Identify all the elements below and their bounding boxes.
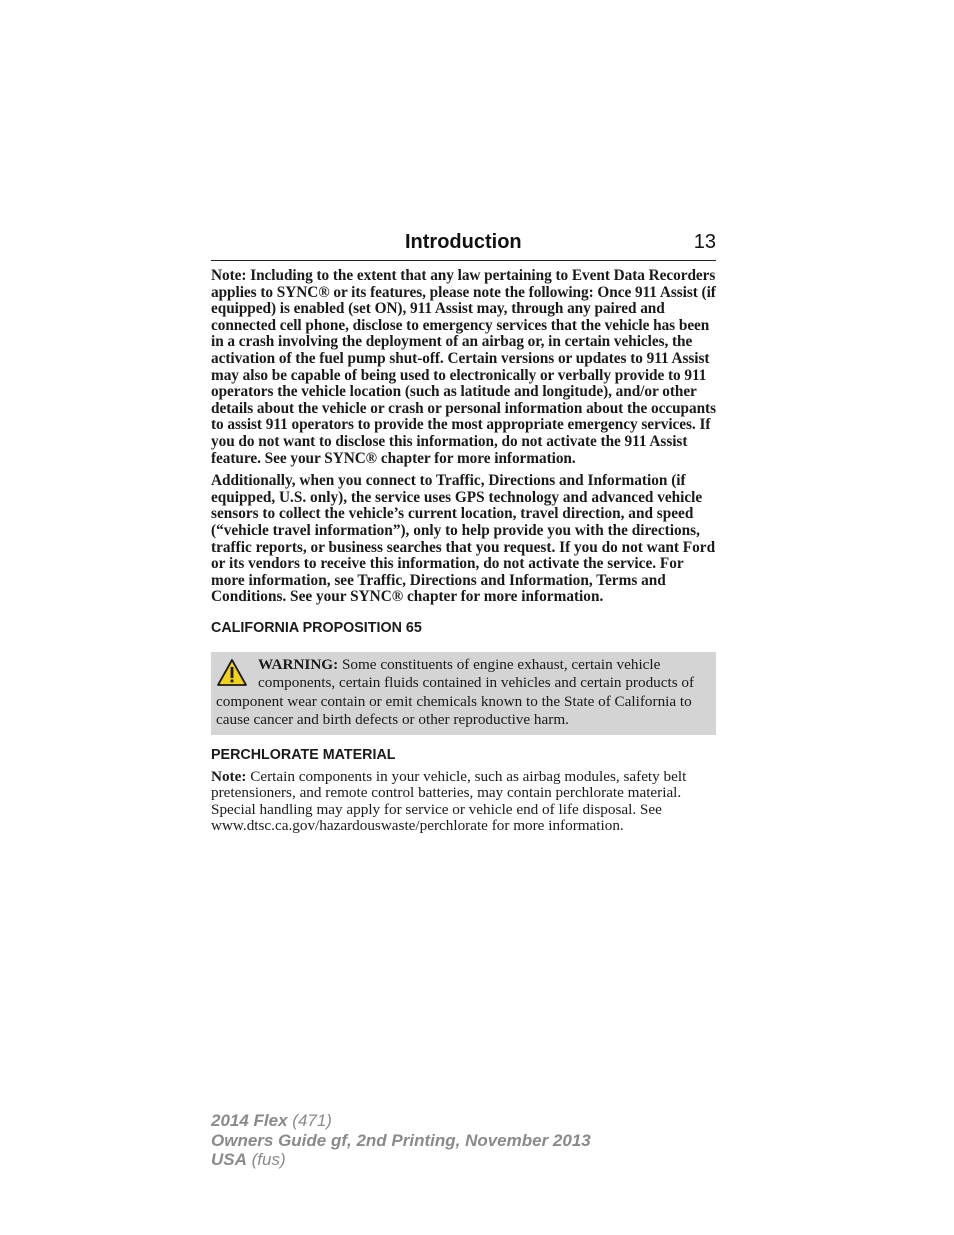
footer-model-code: (471) xyxy=(287,1111,332,1130)
warning-label: WARNING: xyxy=(258,655,339,673)
footer-guide-line: Owners Guide gf, 2nd Printing, November 2013 xyxy=(211,1130,591,1150)
perchlorate-note xyxy=(211,769,716,835)
warning-box xyxy=(211,652,716,735)
note-text: Certain components in your vehicle, such as airbag modules, safety belt pretensioners, and remote control batteries, may contain perchlorate material. Special handling may apply for service or vehicle end of life disposal. See www.dtsc.ca.gov/hazardouswaste/perchlorate for more information. xyxy=(211,767,687,835)
warning-triangle-icon xyxy=(216,658,248,688)
traffic-info-paragraph: Additionally, when you connect to Traffic, Directions and Information (if equipped, U.S. only), the service uses GPS technology and advanced vehicle sensors to collect the vehicle’s current location, travel direction, and speed (“vehicle travel information”), only to help provide you with the directions, traffic reports, or business searches that you request. If you do not want Ford or its vendors to receive this information, do not activate the service. For more information, see Traffic, Directions and Information, Terms and Conditions. See your SYNC® chapter for more information. xyxy=(211,472,716,606)
page-header xyxy=(211,230,716,261)
footer-region-line xyxy=(211,1150,591,1170)
perchlorate-heading: PERCHLORATE MATERIAL xyxy=(211,746,396,763)
edr-note-paragraph: Note: Including to the extent that any law pertaining to Event Data Recorders applies to SYNC® or its features, please note the following: Once 911 Assist (if equipped) is enabled (set ON), 911 Assist may, through any paired and connected cell phone, disclose to emergency services that the vehicle has been in a crash involving the deployment of an airbag or, in certain vehicles, the activation of the fuel pump shut-off. Certain versions or updates to 911 Assist may also be capable of being used to electronically or verbally provide to 911 operators the vehicle location (such as latitude and longitude), and/or other details about the vehicle or crash or personal information about the occupants to assist 911 operators to provide the most appropriate emergency services. If you do not want to disclose this information, do not activate the 911 Assist feature. See your SYNC® chapter for more information. xyxy=(211,267,717,467)
page-footer xyxy=(211,1111,591,1170)
warning-text: Some constituents of engine exhaust, certain vehicle components, certain fluids contained in vehicles and certain products of component wear contain or emit chemicals known to the State of California to cause cancer and birth defects or other reproductive harm. xyxy=(216,655,695,729)
section-title: Introduction xyxy=(405,231,522,253)
footer-region-code: (fus) xyxy=(246,1150,286,1169)
footer-model-line xyxy=(211,1111,591,1131)
note-label: Note: xyxy=(211,767,247,785)
page-content xyxy=(211,268,716,835)
page-number: 13 xyxy=(693,231,716,253)
footer-region: USA xyxy=(211,1150,247,1169)
footer-model: 2014 Flex xyxy=(211,1111,288,1130)
california-proposition-heading: CALIFORNIA PROPOSITION 65 xyxy=(211,619,422,636)
